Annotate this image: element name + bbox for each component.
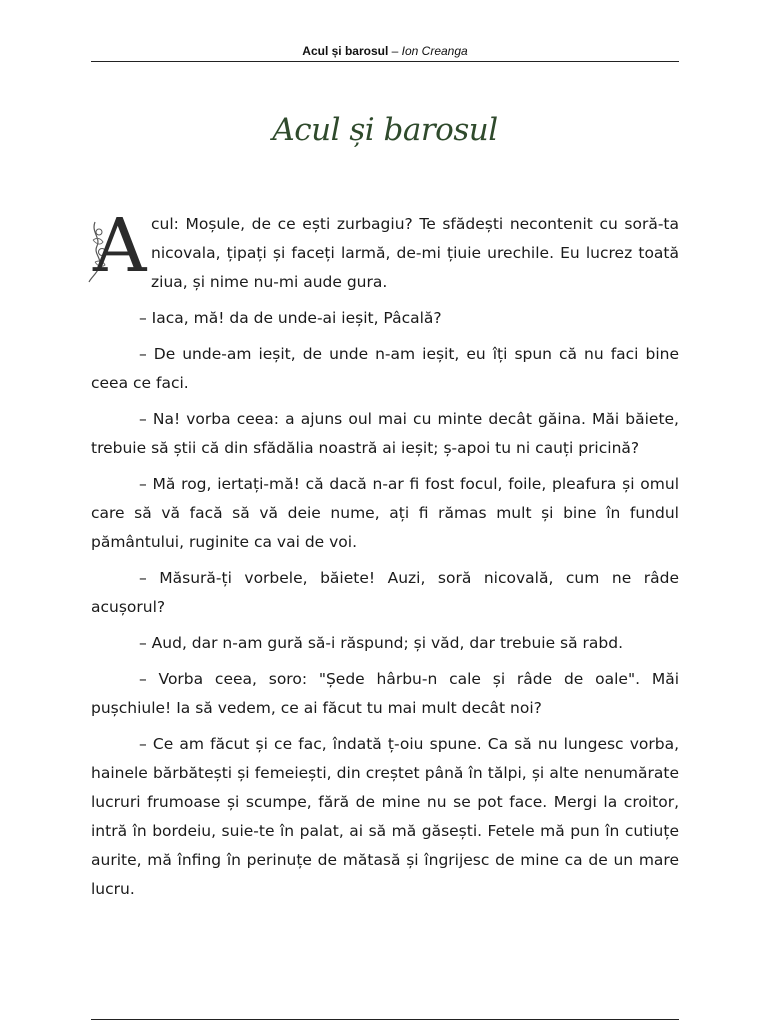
drop-cap bbox=[87, 203, 147, 289]
paragraph-7: – Aud, dar n-am gură să-i răspund; și văd, dar trebuie să rabd. bbox=[139, 634, 624, 652]
paragraph-2: – Iaca, mă! da de unde-ai ieșit, Pâcală? bbox=[139, 309, 442, 327]
document-title: Acul și barosul bbox=[272, 112, 498, 148]
paragraph-8: – Vorba ceea, soro: "Șede hârbu-n cale și râde de oale". Măi pușchiule! Ia să vedem, ce ai făcut tu mai mult decât noi? bbox=[91, 670, 679, 717]
drop-cap-letter: A bbox=[93, 203, 147, 289]
paragraph-6: – Măsură-ți vorbele, băiete! Auzi, soră nicovală, cum ne râde acușorul? bbox=[91, 569, 679, 616]
running-header bbox=[91, 44, 679, 58]
header-separator: – bbox=[388, 44, 402, 58]
paragraph-4: – Na! vorba ceea: a ajuns oul mai cu minte decât găina. Măi băiete, trebuie să știi că din sfădălia noastră ai ieșit; ș-apoi tu ni cauți pricină? bbox=[91, 410, 679, 457]
paragraph-9: – Ce am făcut și ce fac, îndată ț-oiu spune. Ca să nu lungesc vorba, hainele bărbătești și femeiești, din creștet până în tălpi, și alte nenumărate lucruri frumoase și scumpe, fără de mine nu se pot face. Mergi la croitor, intră în bordeiu, suie-te în palat, ai să mă găsești. Fetele mă pun în cutiuțe aurite, mă înfing în perinuțe de mătasă și îngrijesc de mine ca de un mare lucru. bbox=[91, 735, 679, 898]
paragraph-text: cul: Moșule, de ce ești zurbagiu? Te sfădești necontenit cu soră-ta nicovala, țipați și faceți larmă, de-mi țiuie urechile. Eu lucrez toată ziua, și nime nu-mi aude gura. bbox=[151, 215, 679, 291]
header-title: Acul și barosul bbox=[302, 44, 389, 58]
paragraph-1 bbox=[91, 203, 679, 297]
header-divider bbox=[91, 61, 679, 62]
header-author: Ion Creanga bbox=[401, 44, 468, 58]
paragraph-5: – Mă rog, iertați-mă! că dacă n-ar fi fost focul, foile, pleafura și omul care să vă facă să vă deie nume, ați fi rămas mult și bine în fundul pământului, ruginite ca vai de voi. bbox=[91, 475, 679, 551]
paragraph-3: – De unde-am ieșit, de unde n-am ieșit, eu îți spun că nu faci bine ceea ce faci. bbox=[91, 345, 679, 392]
footer-divider bbox=[91, 1019, 679, 1020]
document-body bbox=[91, 203, 679, 911]
